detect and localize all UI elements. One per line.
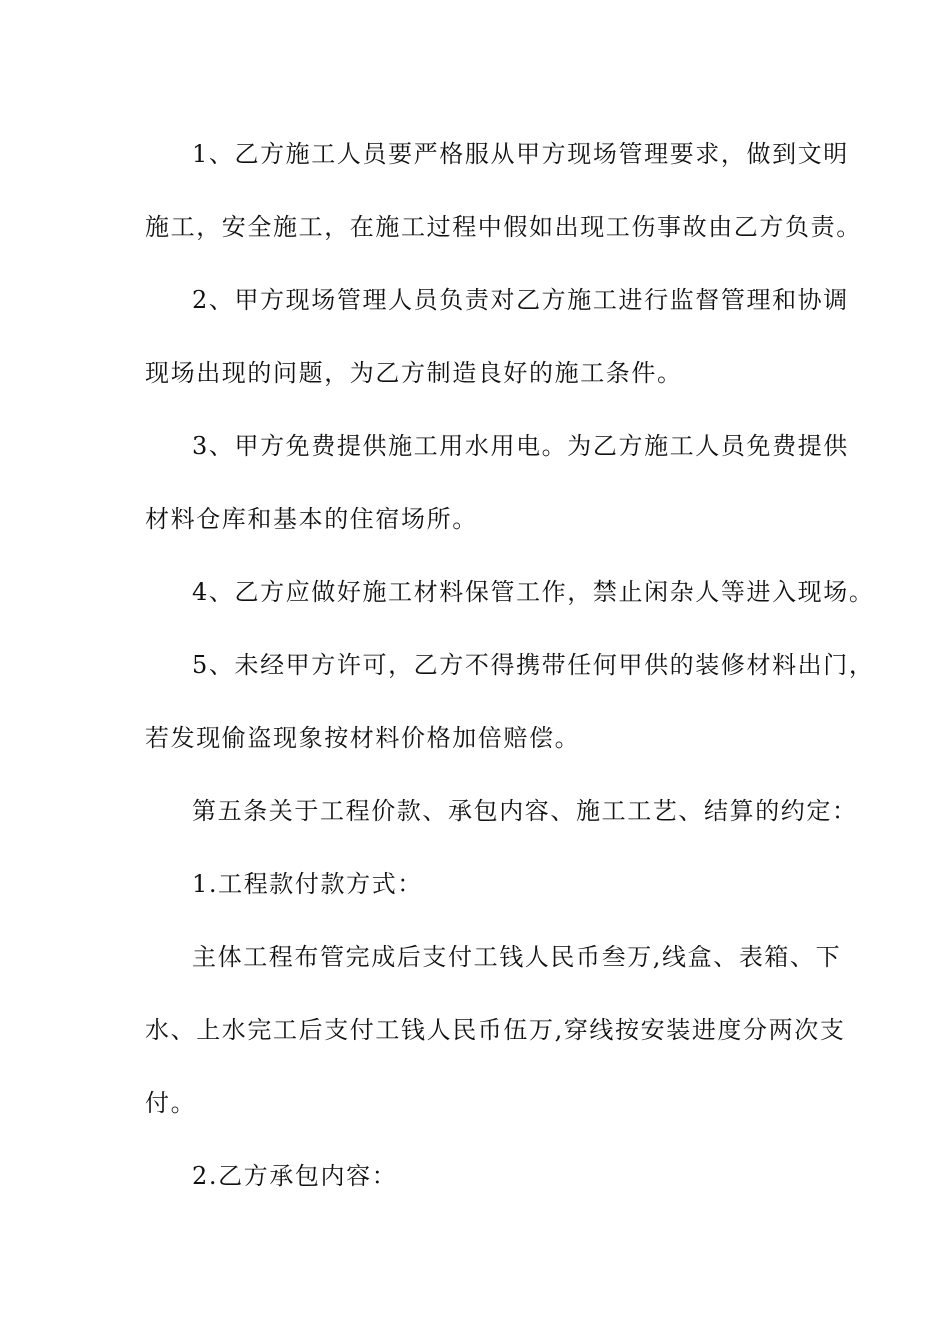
clause-4-line-1: 4、乙方应做好施工材料保管工作，禁止闲杂人等进入现场。 xyxy=(192,578,875,606)
payment-method-heading: 1.工程款付款方式： xyxy=(192,870,423,898)
clause-5-line-2: 若发现偷盗现象按材料价格加倍赔偿。 xyxy=(145,724,581,752)
clause-3-line-2: 材料仓库和基本的住宿场所。 xyxy=(145,505,478,533)
payment-line-2: 水、上水完工后支付工钱人民币伍万,穿线按安装进度分两次支 xyxy=(145,1016,846,1044)
clause-3-line-1: 3、甲方免费提供施工用水用电。为乙方施工人员免费提供 xyxy=(192,432,849,460)
clause-2-line-2: 现场出现的问题，为乙方制造良好的施工条件。 xyxy=(145,359,683,387)
clause-5-line-1: 5、未经甲方许可，乙方不得携带任何甲供的装修材料出门， xyxy=(192,651,875,679)
payment-line-3: 付。 xyxy=(145,1089,197,1117)
clause-2-line-1: 2、甲方现场管理人员负责对乙方施工进行监督管理和协调 xyxy=(192,286,849,314)
clause-1-line-1: 1、乙方施工人员要严格服从甲方现场管理要求，做到文明 xyxy=(192,140,849,168)
article-5-heading: 第五条关于工程价款、承包内容、施工工艺、结算的约定： xyxy=(192,797,858,825)
payment-line-1: 主体工程布管完成后支付工钱人民币叁万,线盒、表箱、下 xyxy=(192,943,842,971)
clause-1-line-2: 施工，安全施工，在施工过程中假如出现工伤事故由乙方负责。 xyxy=(145,213,862,241)
contract-scope-heading: 2.乙方承包内容： xyxy=(192,1162,398,1190)
